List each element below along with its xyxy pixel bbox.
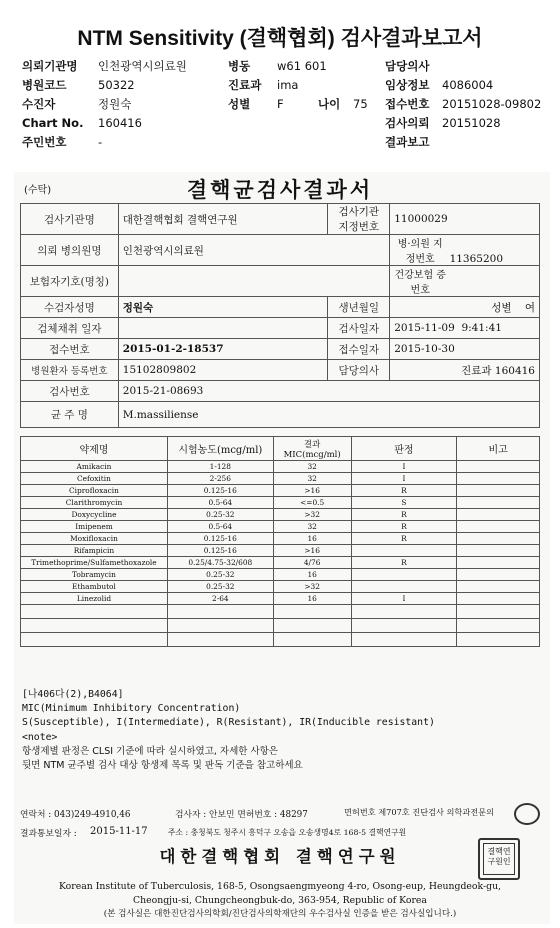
drug-row [21,619,540,633]
drug-range [167,619,273,633]
collect-date-label: 검체채취 일자 [21,318,119,339]
drug-note [457,605,540,619]
drug-judge: I [351,461,457,473]
drug-range: 1-128 [167,461,273,473]
drug-range: 0.5-64 [167,497,273,509]
drug-mic: <=0.5 [273,497,351,509]
drug-note [457,509,540,521]
drug-note [457,497,540,509]
dept-label: 진료과 [228,78,262,92]
notes-block [22,688,435,773]
drug-name: Rifampicin [21,545,168,557]
drug-note [457,557,540,569]
drug-judge [351,633,457,647]
drug-row [21,605,540,619]
drug-judge: I [351,473,457,485]
drug-note [457,593,540,605]
drug-row [21,593,540,605]
address-kr: 주소 : 충청북도 청주시 흥덕구 오송읍 오송생명4로 168-5 결핵연구원 [168,828,407,837]
notes-line: 항생제별 판정은 CLSI 기준에 따라 실시하였고, 자세한 사항은 [22,745,278,757]
drug-judge: I [351,593,457,605]
drug-name: Linezolid [21,593,168,605]
drug-row [21,545,540,557]
lab-code: 11000029 [390,204,540,235]
exam-label: 검사번호 [21,381,119,402]
receipt-no-value: 20151028-09802 [442,97,542,111]
lab-code-label: 검사기관 지정번호 [328,204,390,235]
drug-row [21,533,540,545]
certification: (본 검사실은 대한진단검사의학회/진단검사의학재단의 우수검사실 인증을 받은 검사실입니다.) [103,909,457,919]
drug-row [21,521,540,533]
consignment-stamp: (수탁) [24,185,52,196]
col-drug: 약제명 [21,437,168,461]
doctor-label-cell: 담당의사 [328,360,390,381]
resident-no-value: - [98,135,103,149]
requester-label: 의뢰기관명 [22,59,78,73]
drug-range: 2-64 [167,593,273,605]
drug-judge [351,545,457,557]
dob-label: 생년월일 [328,297,390,318]
drug-mic: >16 [273,485,351,497]
drug-range: 0.125-16 [167,545,273,557]
drug-judge: R [351,509,457,521]
drug-judge: R [351,521,457,533]
drug-range [167,633,273,647]
drug-range: 0.125-16 [167,533,273,545]
sex-label: 성별 [228,97,251,111]
hospital-code: 11365200 [449,253,504,265]
drug-name: Imipenem [21,521,168,533]
dept-cell [390,360,540,381]
clinical-info-value: 4086004 [442,78,494,92]
page-title: NTM Sensitivity (결핵협회) 검사결과보고서 [77,27,483,50]
drug-name: Tobramycin [21,569,168,581]
drug-range: 0.25-32 [167,581,273,593]
drug-judge [351,619,457,633]
notes-line: MIC(Minimum Inhibitory Concentration) [22,703,241,715]
drug-mic: 16 [273,533,351,545]
insurance-no-label: 건강보험 증번호 [394,270,446,296]
organism-value: M.massiliense [118,402,539,428]
drug-row [21,461,540,473]
drug-note [457,485,540,497]
dept-value: ima [277,78,299,92]
hospital-code-label: 병원코드 [22,78,67,92]
drug-mic: 16 [273,569,351,581]
clinical-info-label: 임상정보 [385,78,430,92]
col-mic: 결과 MIC(mcg/ml) [273,437,351,461]
contact: 연락처 : 043)249-4910,46 [20,810,131,820]
drug-mic [273,605,351,619]
drug-name: Clarithromycin [21,497,168,509]
receipt-date: 2015-10-30 [390,339,540,360]
reg-value: 15102809802 [118,360,328,381]
drug-name [21,633,168,647]
drug-mic: 4/76 [273,557,351,569]
notes-line: <note> [22,731,58,743]
insurance-no-cell [390,266,540,297]
organism-label: 균 주 명 [21,402,119,428]
drug-row [21,509,540,521]
drug-judge [351,569,457,581]
drug-mic: 32 [273,521,351,533]
drug-range: 0.25/4.75-32/608 [167,557,273,569]
drug-note [457,533,540,545]
age-value: 75 [353,97,368,111]
ward-label: 병동 [228,59,251,73]
insurance-label: 보험자기호(명칭) [21,266,119,297]
drug-range: 0.25-32 [167,509,273,521]
drug-range: 0.5-64 [167,521,273,533]
drug-note [457,581,540,593]
drug-note [457,569,540,581]
susceptibility-table [20,436,540,647]
resident-no-label: 주민번호 [22,135,67,149]
drug-range: 2-256 [167,473,273,485]
chart-no-label: Chart No. [22,116,84,130]
patient-label: 수진자 [22,97,56,111]
drug-note [457,521,540,533]
chart-no-value: 160416 [98,116,142,130]
report-title: 결핵균검사결과서 [186,177,374,202]
patient-info-table [20,203,540,428]
specialist-seal [514,803,540,825]
drug-mic [273,619,351,633]
patient-value: 정원숙 [98,97,132,111]
drug-mic: 32 [273,473,351,485]
drug-range: 0.25-32 [167,569,273,581]
sex-value: 여 [524,301,535,314]
drug-name [21,619,168,633]
drug-judge: R [351,557,457,569]
address-en-2: Cheongju-si, Chungcheongbuk-do, 363-954, Republic of Korea [133,895,427,906]
seal-text: 결핵연구원인 [483,843,515,875]
drug-judge [351,581,457,593]
drug-judge: R [351,485,457,497]
insurance-value [118,266,389,297]
drug-judge: S [351,497,457,509]
age-label: 나이 [318,97,341,111]
report-date: 2015-11-17 [90,826,148,837]
drug-note [457,545,540,557]
patient-name-label: 수검자성명 [21,297,119,318]
lab-name-label: 검사기관명 [21,204,119,235]
drug-name: Cefoxitin [21,473,168,485]
col-note: 비고 [457,437,540,461]
hospital-name: 인천광역시의료원 [118,235,389,266]
hospital-label: 의뢰 병의원명 [21,235,119,266]
sex-label: 성별 [491,301,512,314]
receipt-date-label: 접수일자 [328,339,390,360]
receipt-label: 접수번호 [21,339,119,360]
hospital-code-value: 50322 [98,78,135,92]
drug-name [21,605,168,619]
drug-name: Amikacin [21,461,168,473]
institute-seal [478,838,520,880]
test-time: 9:41:41 [461,322,502,334]
tester: 검사자 : 안보민 면허번호 : 48297 [175,810,308,820]
col-judge: 판정 [351,437,457,461]
drug-rows [21,461,540,647]
drug-row [21,485,540,497]
notes-line: S(Susceptible), I(Intermediate), R(Resistant), IR(Inducible resistant) [22,717,435,729]
result-report-label: 결과보고 [385,135,430,149]
drug-mic: 16 [273,593,351,605]
drug-row [21,569,540,581]
exam-value: 2015-21-08693 [118,381,539,402]
drug-name: Ciprofloxacin [21,485,168,497]
drug-row [21,633,540,647]
lab-name: 대한결핵협회 결핵연구원 [118,204,328,235]
hospital-code-label: 병·의원 지정번호 [397,239,443,265]
drug-name: Doxycycline [21,509,168,521]
drug-mic: >32 [273,509,351,521]
drug-range [167,605,273,619]
hospital-code-cell [390,235,540,266]
notes-line: [나406다(2),B4064] [22,689,124,700]
request-date-label: 검사의뢰 [385,116,430,130]
notes-line: 뒷면 NTM 균주별 검사 대상 항생제 목록 및 판독 기준을 참고하세요 [22,760,303,772]
collect-date [118,318,328,339]
drug-name: Moxifloxacin [21,533,168,545]
drug-range: 0.125-16 [167,485,273,497]
institute-name: 대한결핵협회 결핵연구원 [159,847,401,866]
license: 면허번호 제707호 진단검사 의학과전문의 [344,807,494,817]
drug-note [457,473,540,485]
drug-row [21,473,540,485]
dept-label: 진료과 [461,364,492,377]
patient-name: 정원숙 [118,297,328,318]
drug-judge: R [351,533,457,545]
requester-row [22,57,78,76]
drug-mic [273,633,351,647]
drug-note [457,619,540,633]
drug-row [21,581,540,593]
ward-value: w61 601 [277,59,327,73]
request-date-value: 20151028 [442,116,501,130]
doctor-label: 담당의사 [385,59,430,73]
dept-value: 160416 [494,364,535,377]
drug-mic: >32 [273,581,351,593]
address-en-1: Korean Institute of Tuberculosis, 168-5, Osongsaengmyeong 4-ro, Osong-eup, Heungdeok-gu, [58,881,502,892]
drug-row [21,497,540,509]
test-date-label: 검사일자 [328,318,390,339]
receipt-value: 2015-01-2-18537 [118,339,328,360]
drug-mic: 32 [273,461,351,473]
drug-name: Ethambutol [21,581,168,593]
reg-label: 병원환자 등록번호 [21,360,119,381]
test-date-cell [390,318,540,339]
receipt-no-label: 접수번호 [385,97,430,111]
sex-cell [390,297,540,318]
drug-note [457,633,540,647]
requester-value: 인천광역시의료원 [98,59,187,73]
drug-name: Trimethoprime/Sulfamethoxazole [21,557,168,569]
report-date-label: 결과통보일자 : [20,829,77,839]
drug-mic: >16 [273,545,351,557]
drug-row [21,557,540,569]
sex-value: F [277,97,284,111]
test-date: 2015-11-09 [394,322,455,334]
drug-judge [351,605,457,619]
drug-note [457,461,540,473]
col-range: 시험농도(mcg/ml) [167,437,273,461]
